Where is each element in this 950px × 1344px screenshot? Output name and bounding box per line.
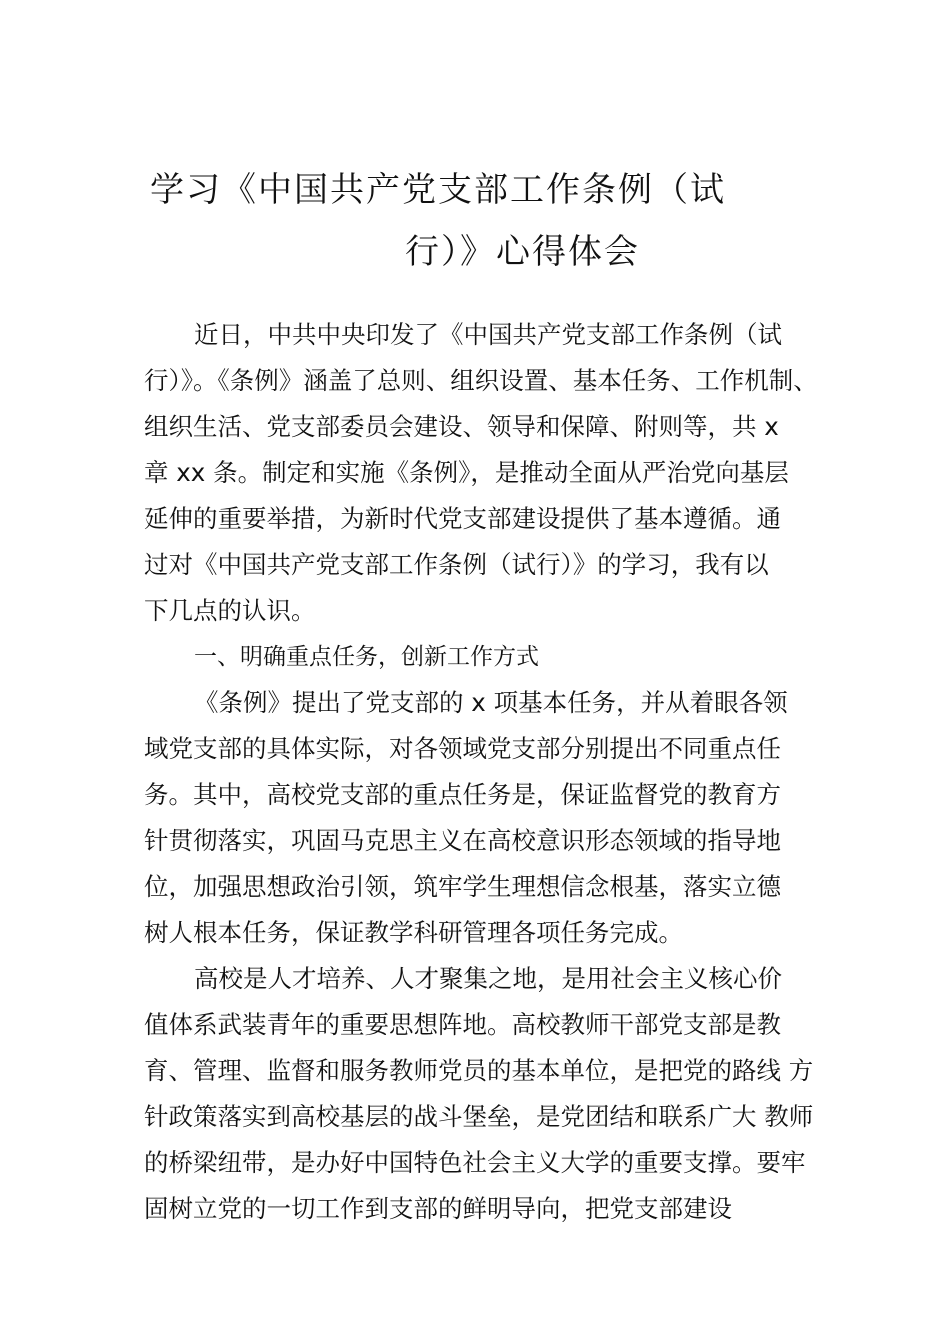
- paragraph-2-line-3: 务。其中，高校党支部的重点任务是，保证监督党的教育方: [144, 780, 781, 809]
- paragraph-1-line-5: 延伸的重要举措，为新时代党支部建设提供了基本遵循。通: [144, 504, 781, 533]
- document-title-line-2: 行）》心得体会: [405, 232, 640, 272]
- paragraph-1-line-3: 组织生活、党支部委员会建设、领导和保障、附则等，共 x: [144, 412, 779, 441]
- paragraph-3-line-1: 高校是人才培养、人才聚集之地，是用社会主义核心价: [194, 964, 782, 993]
- paragraph-1-line-6: 过对《中国共产党支部工作条例（试行）》的学习，我有以: [144, 550, 769, 579]
- paragraph-2-line-2: 域党支部的具体实际，对各领域党支部分别提出不同重点任: [144, 734, 781, 763]
- paragraph-1-line-7: 下几点的认识。: [144, 596, 316, 625]
- paragraph-2-line-5: 位，加强思想政治引领，筑牢学生理想信念根基，落实立德: [144, 872, 781, 901]
- paragraph-1-line-2: 行）》。《条例》涵盖了总则、组织设置、基本任务、工作机制、: [144, 366, 818, 395]
- paragraph-3-line-5: 的桥梁纽带，是办好中国特色社会主义大学的重要支撑。要牢: [144, 1148, 806, 1177]
- section-heading-1: 一、明确重点任务，创新工作方式: [194, 644, 539, 670]
- paragraph-3-line-2: 值体系武装青年的重要思想阵地。高校教师干部党支部是教: [144, 1010, 781, 1039]
- paragraph-1-line-4: 章 xx 条。制定和实施《条例》，是推动全面从严治党向基层: [144, 458, 789, 487]
- paragraph-3-line-6: 固树立党的一切工作到支部的鲜明导向，把党支部建设: [144, 1194, 732, 1223]
- paragraph-3-line-3: 育、管理、监督和服务教师党员的基本单位，是把党的路线 方: [144, 1056, 814, 1085]
- document-title-line-1: 学习《中国共产党支部工作条例（试: [150, 170, 726, 210]
- paragraph-2-line-4: 针贯彻落实，巩固马克思主义在高校意识形态领域的指导地: [144, 826, 781, 855]
- paragraph-3-line-4: 针政策落实到高校基层的战斗堡垒，是党团结和联系广大 教师: [144, 1102, 814, 1131]
- paragraph-2-line-6: 树人根本任务，保证教学科研管理各项任务完成。: [144, 918, 683, 947]
- paragraph-1-line-1: 近日，中共中央印发了《中国共产党支部工作条例（试: [194, 320, 782, 349]
- paragraph-2-line-1: 《条例》提出了党支部的 x 项基本任务，并从着眼各领: [194, 688, 788, 717]
